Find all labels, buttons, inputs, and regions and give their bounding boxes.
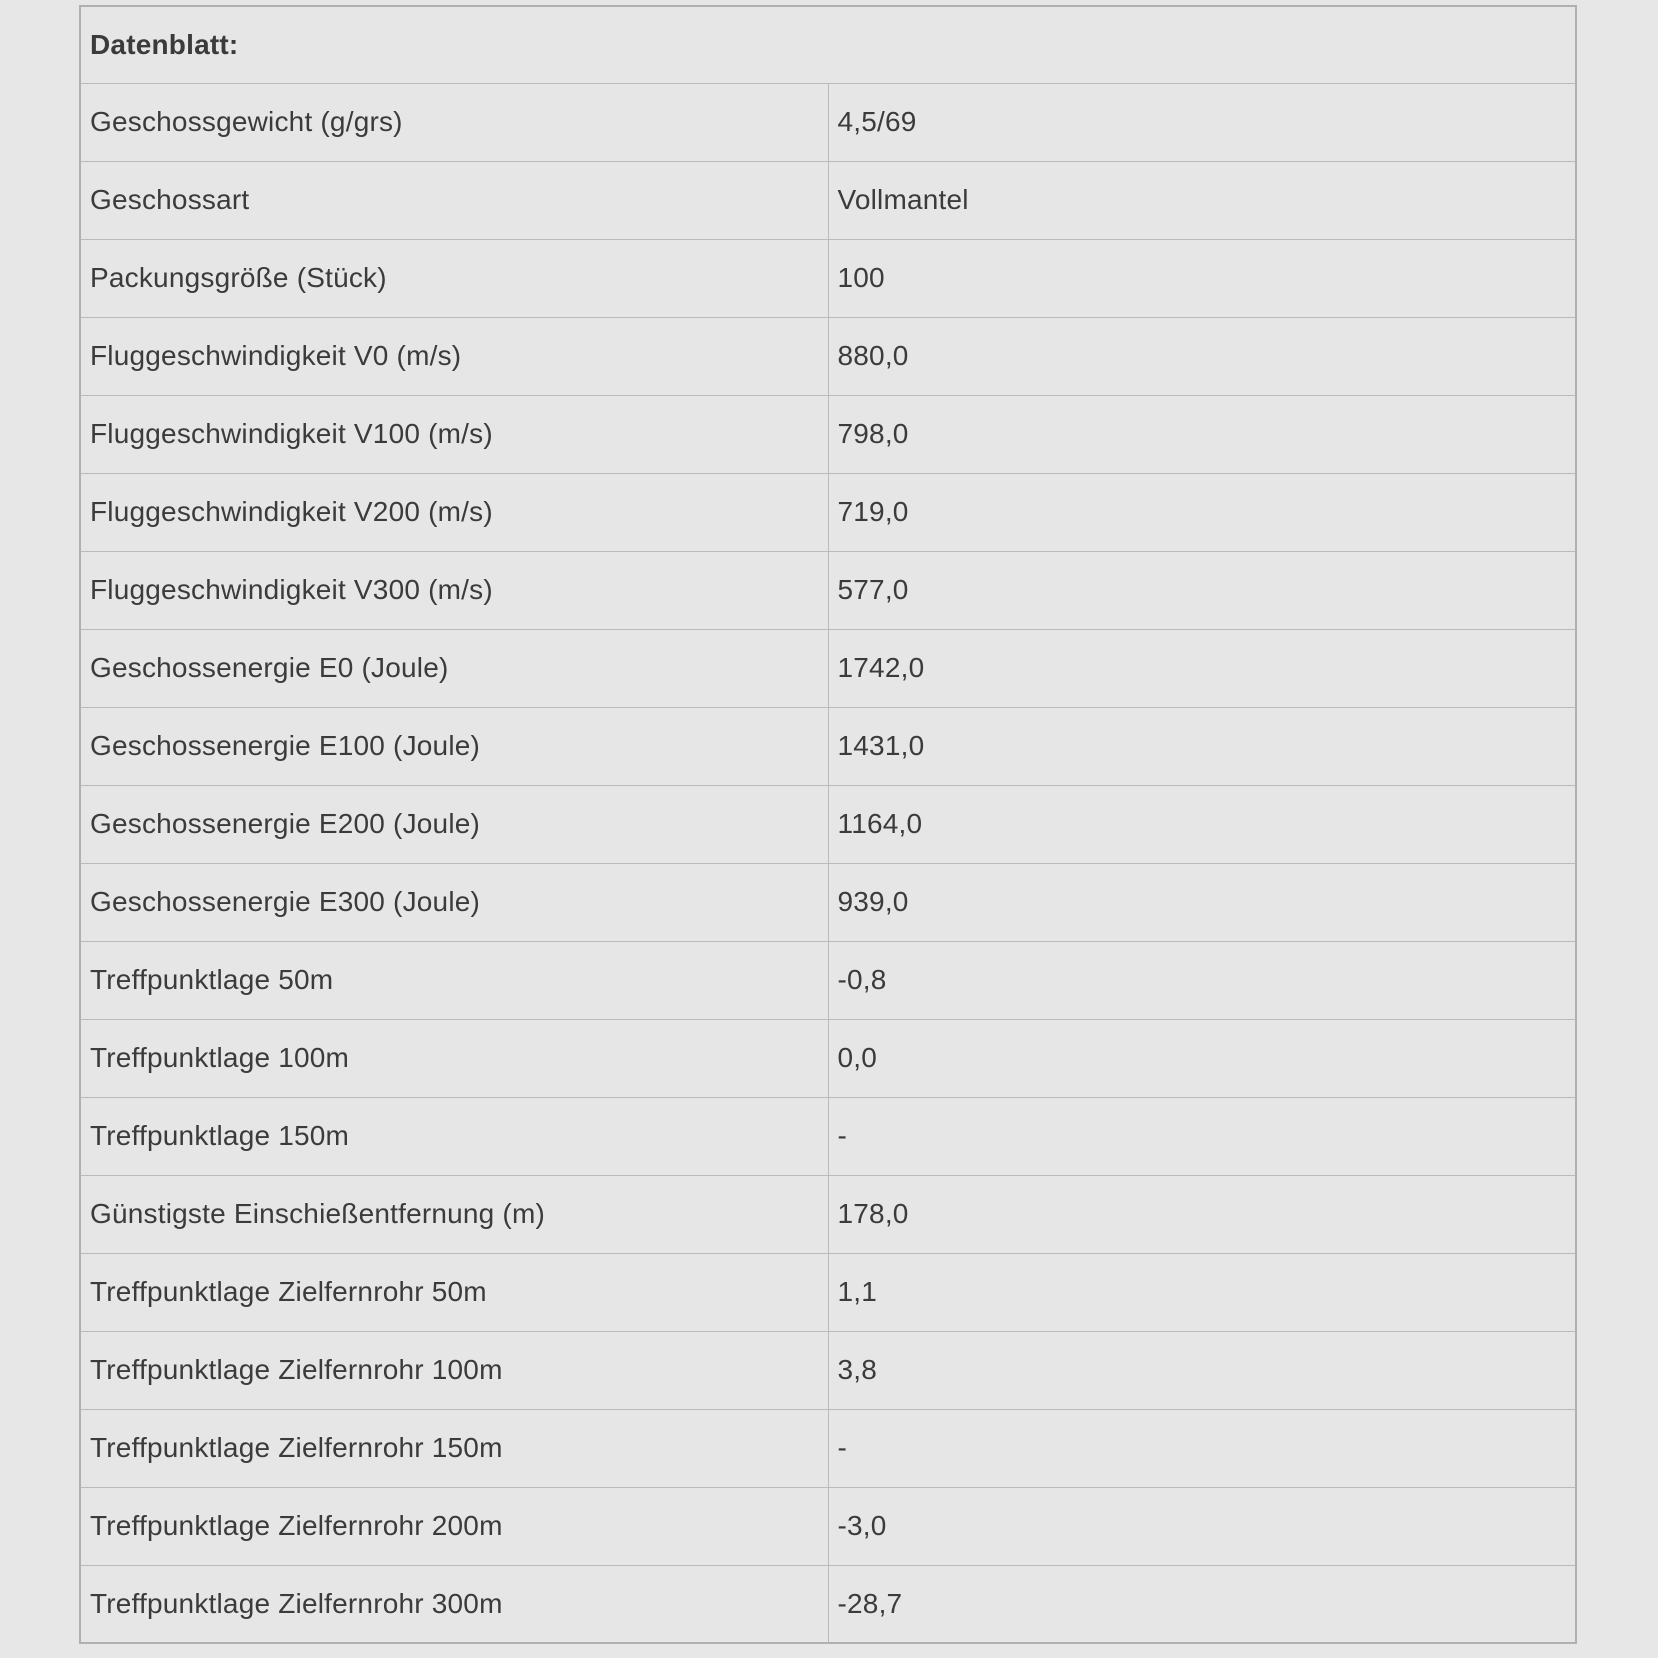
- table-row: [80, 707, 1576, 785]
- row-value: 1742,0: [828, 629, 1576, 707]
- row-label: Geschossenergie E100 (Joule): [80, 707, 828, 785]
- table-row: [80, 1409, 1576, 1487]
- row-label: Geschossart: [80, 161, 828, 239]
- row-label: Fluggeschwindigkeit V200 (m/s): [80, 473, 828, 551]
- table-row: [80, 239, 1576, 317]
- row-value: 178,0: [828, 1175, 1576, 1253]
- row-value: Vollmantel: [828, 161, 1576, 239]
- table-title: Datenblatt:: [80, 6, 1576, 83]
- row-label: Geschossenergie E200 (Joule): [80, 785, 828, 863]
- row-value: 719,0: [828, 473, 1576, 551]
- row-value: 100: [828, 239, 1576, 317]
- row-label: Fluggeschwindigkeit V0 (m/s): [80, 317, 828, 395]
- table-row: [80, 551, 1576, 629]
- table-row: [80, 317, 1576, 395]
- row-value: -: [828, 1409, 1576, 1487]
- row-label: Packungsgröße (Stück): [80, 239, 828, 317]
- table-title-row: [80, 6, 1576, 83]
- row-label: Treffpunktlage 100m: [80, 1019, 828, 1097]
- row-label: Günstigste Einschießentfernung (m): [80, 1175, 828, 1253]
- row-value: 1431,0: [828, 707, 1576, 785]
- table-row: [80, 629, 1576, 707]
- datasheet-table: [79, 5, 1577, 1644]
- table-row: [80, 395, 1576, 473]
- datasheet-section: [79, 5, 1577, 1644]
- table-row: [80, 161, 1576, 239]
- row-value: -0,8: [828, 941, 1576, 1019]
- table-row: [80, 863, 1576, 941]
- row-label: Treffpunktlage Zielfernrohr 50m: [80, 1253, 828, 1331]
- table-row: [80, 1097, 1576, 1175]
- row-label: Treffpunktlage Zielfernrohr 100m: [80, 1331, 828, 1409]
- row-value: -28,7: [828, 1565, 1576, 1643]
- table-row: [80, 1565, 1576, 1643]
- datasheet-table-body: [80, 6, 1576, 1643]
- row-value: 939,0: [828, 863, 1576, 941]
- table-row: [80, 1331, 1576, 1409]
- table-row: [80, 785, 1576, 863]
- row-label: Geschossenergie E300 (Joule): [80, 863, 828, 941]
- row-value: 0,0: [828, 1019, 1576, 1097]
- row-label: Treffpunktlage 150m: [80, 1097, 828, 1175]
- table-row: [80, 473, 1576, 551]
- table-row: [80, 941, 1576, 1019]
- row-value: 1164,0: [828, 785, 1576, 863]
- table-row: [80, 1253, 1576, 1331]
- row-label: Treffpunktlage Zielfernrohr 150m: [80, 1409, 828, 1487]
- row-label: Fluggeschwindigkeit V100 (m/s): [80, 395, 828, 473]
- table-row: [80, 1487, 1576, 1565]
- table-row: [80, 1019, 1576, 1097]
- row-value: 1,1: [828, 1253, 1576, 1331]
- row-label: Geschossgewicht (g/grs): [80, 83, 828, 161]
- row-value: -3,0: [828, 1487, 1576, 1565]
- row-value: -: [828, 1097, 1576, 1175]
- row-label: Treffpunktlage Zielfernrohr 300m: [80, 1565, 828, 1643]
- row-label: Geschossenergie E0 (Joule): [80, 629, 828, 707]
- row-value: 577,0: [828, 551, 1576, 629]
- row-label: Treffpunktlage 50m: [80, 941, 828, 1019]
- row-label: Treffpunktlage Zielfernrohr 200m: [80, 1487, 828, 1565]
- row-value: 4,5/69: [828, 83, 1576, 161]
- table-row: [80, 1175, 1576, 1253]
- row-value: 880,0: [828, 317, 1576, 395]
- table-row: [80, 83, 1576, 161]
- row-value: 3,8: [828, 1331, 1576, 1409]
- row-label: Fluggeschwindigkeit V300 (m/s): [80, 551, 828, 629]
- row-value: 798,0: [828, 395, 1576, 473]
